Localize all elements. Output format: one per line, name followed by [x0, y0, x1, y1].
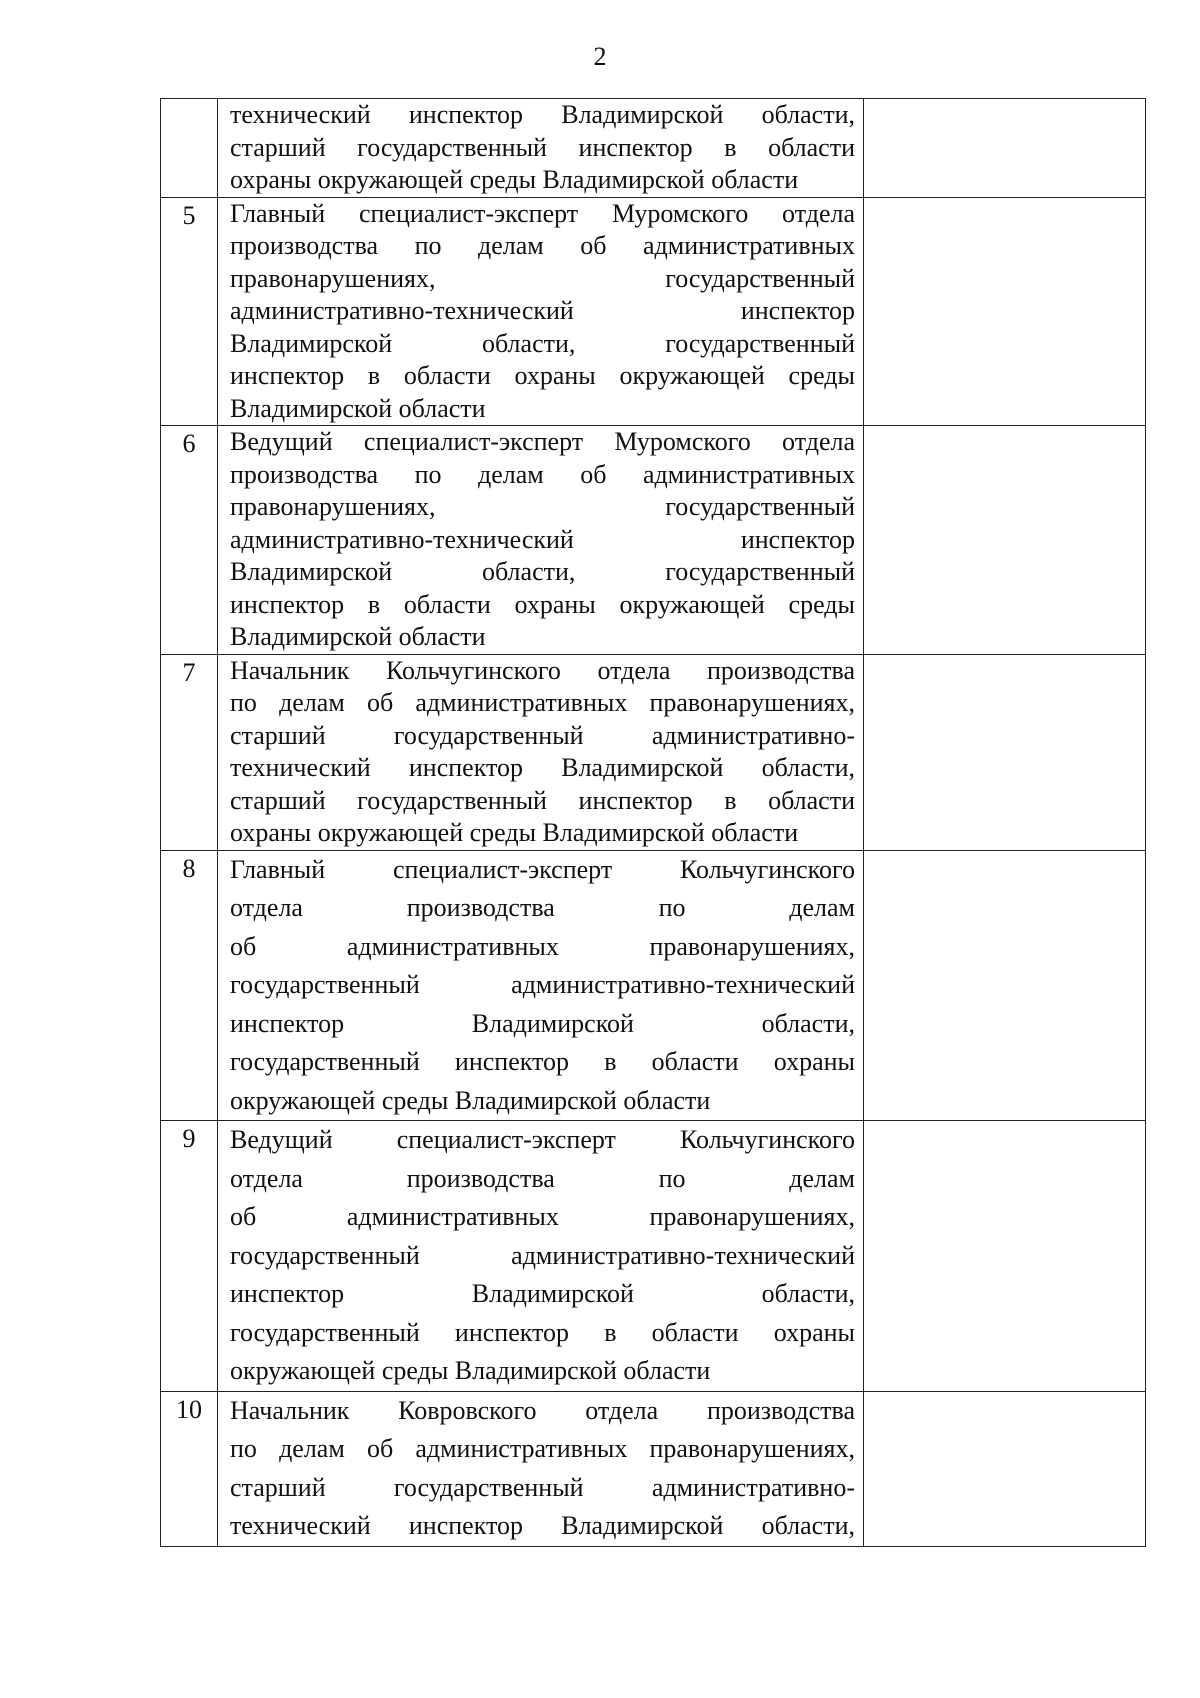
- description-line: технический инспектор Владимирской области,: [230, 1511, 855, 1540]
- description-line: технический инспектор Владимирской области,: [230, 100, 855, 129]
- description-line: административно-технический инспектор: [230, 524, 855, 554]
- description-line: охраны окружающей среды Владимирской области: [230, 165, 799, 194]
- row-number: 8: [161, 850, 218, 1121]
- row-number: 10: [161, 1391, 218, 1546]
- table-row: [161, 850, 1146, 1121]
- description-line: Главный специалист-эксперт Муромского отдела: [230, 198, 855, 228]
- empty-column-cell: [864, 850, 1146, 1121]
- description-line: производства по делам об административных: [230, 231, 855, 260]
- description-line: производства по делам об административных: [230, 459, 855, 489]
- row-number: [161, 99, 218, 198]
- description-line: правонарушениях, государственный: [230, 263, 855, 293]
- row-number: 5: [161, 197, 218, 426]
- positions-table: [160, 98, 1146, 1547]
- description-line: инспектор Владимирской области,: [230, 1279, 855, 1308]
- table-row: [161, 197, 1146, 426]
- position-description: [218, 99, 864, 198]
- position-description: [218, 654, 864, 850]
- position-description: [218, 1121, 864, 1392]
- description-line: отдела производства по делам: [230, 1163, 855, 1193]
- description-line: об административных правонарушениях,: [230, 1202, 855, 1231]
- description-line: Владимирской области, государственный: [230, 557, 855, 586]
- table-row: [161, 654, 1146, 850]
- empty-column-cell: [864, 197, 1146, 426]
- empty-column-cell: [864, 1121, 1146, 1392]
- empty-column-cell: [864, 1391, 1146, 1546]
- description-line: об административных правонарушениях,: [230, 931, 855, 961]
- description-line: Главный специалист-эксперт Кольчугинского: [230, 854, 855, 884]
- positions-table-body: [161, 99, 1146, 1547]
- description-line: Ведущий специалист-эксперт Кольчугинского: [230, 1125, 855, 1154]
- table-row: [161, 99, 1146, 198]
- description-line: Владимирской области: [230, 393, 486, 423]
- row-number: 7: [161, 654, 218, 850]
- table-row: [161, 1391, 1146, 1546]
- description-line: охраны окружающей среды Владимирской области: [230, 818, 799, 847]
- row-number: 6: [161, 426, 218, 655]
- description-line: государственный административно-технический: [230, 970, 855, 999]
- description-line: окружающей среды Владимирской области: [230, 1085, 711, 1115]
- description-line: государственный инспектор в области охраны: [230, 1047, 855, 1076]
- table-row: [161, 1121, 1146, 1392]
- empty-column-cell: [864, 654, 1146, 850]
- empty-column-cell: [864, 99, 1146, 198]
- position-description: [218, 426, 864, 655]
- page-number: 2: [593, 42, 607, 71]
- description-line: государственный инспектор в области охраны: [230, 1317, 855, 1347]
- position-description: [218, 1391, 864, 1546]
- description-line: старший государственный инспектор в области: [230, 785, 855, 815]
- description-line: инспектор в области охраны окружающей среды: [230, 589, 855, 619]
- description-line: по делам об административных правонарушениях,: [230, 1434, 855, 1463]
- description-line: Начальник Ковровского отдела производства: [230, 1395, 855, 1425]
- description-line: Владимирской области: [230, 622, 486, 651]
- description-line: по делам об административных правонарушениях,: [230, 688, 855, 717]
- description-line: административно-технический инспектор: [230, 296, 855, 325]
- description-line: Ведущий специалист-эксперт Муромского отдела: [230, 427, 855, 456]
- description-line: окружающей среды Владимирской области: [230, 1356, 711, 1385]
- description-line: государственный административно-технический: [230, 1240, 855, 1270]
- position-description: [218, 850, 864, 1121]
- description-line: правонарушениях, государственный: [230, 492, 855, 521]
- description-line: Начальник Кольчугинского отдела производства: [230, 655, 855, 685]
- description-line: старший государственный инспектор в области: [230, 132, 855, 162]
- row-number: 9: [161, 1121, 218, 1392]
- table-row: [161, 426, 1146, 655]
- empty-column-cell: [864, 426, 1146, 655]
- description-line: отдела производства по делам: [230, 893, 855, 922]
- description-line: старший государственный административно-: [230, 1472, 855, 1502]
- description-line: старший государственный административно-: [230, 720, 855, 750]
- description-line: Владимирской области, государственный: [230, 328, 855, 358]
- description-line: технический инспектор Владимирской области,: [230, 753, 855, 782]
- description-line: инспектор Владимирской области,: [230, 1008, 855, 1038]
- description-line: инспектор в области охраны окружающей среды: [230, 361, 855, 390]
- position-description: [218, 197, 864, 426]
